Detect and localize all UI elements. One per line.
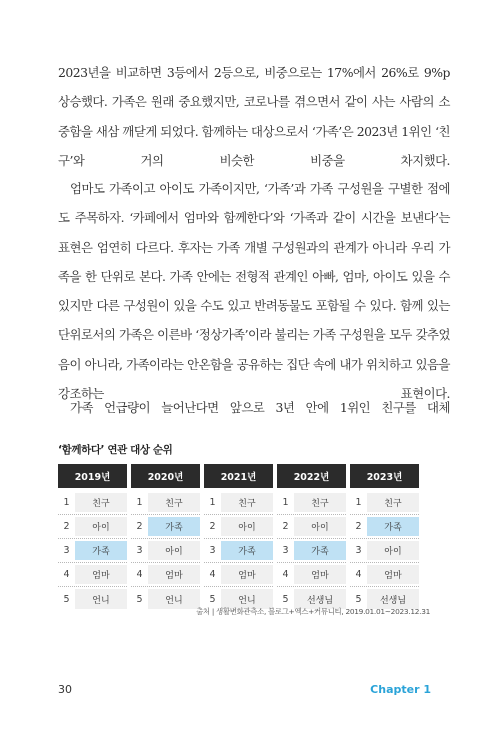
table-row [58, 539, 127, 563]
rank-number: 4 [355, 569, 362, 580]
rank-entry: 아이 [148, 541, 200, 560]
table-row [350, 515, 419, 539]
rank-entry: 언니 [221, 589, 273, 609]
rank-number: 1 [282, 497, 289, 508]
table-column [350, 464, 419, 611]
rank-number: 3 [209, 545, 216, 556]
rank-number: 5 [355, 593, 362, 605]
rank-number: 3 [282, 545, 289, 556]
rank-number: 5 [282, 593, 289, 605]
table-row [204, 539, 273, 563]
body-paragraph-2: 엄마도 가족이고 아이도 가족이지만, ‘가족’과 가족 구성원을 구별한 점에도 주목하자. ‘카페에서 엄마와 함께한다’와 ‘가족과 같이 시간을 보낸다’는 표현은 엄연히 다르다. 후자는 가족 개별 구성원과의 관계가 아니라 우리 가족을 한 단위로 본다. 가족 안에는 전형적 관계인 아빠, 엄마, 아이도 있을 수 있지만 다른 구성원이 있을 수도 있고 반려동물도 포함될 수 있다. 함께 있는 단위로서의 가족은 이른바 ‘정상가족’이라 불리는 가족 구성원을 모두 갖추었음이 아니라, 가족이라는 안온함을 공유하는 집단 속에 내가 위치하고 있음을 강조하는 표현이다. [58, 181, 450, 402]
rank-number: 2 [63, 521, 70, 532]
table-column [58, 464, 127, 611]
table-column [277, 464, 346, 611]
rank-entry: 언니 [75, 589, 127, 609]
column-year-header: 2019년 [58, 464, 127, 488]
rank-entry: 친구 [294, 493, 346, 512]
rank-number: 4 [63, 569, 70, 580]
table-row [277, 539, 346, 563]
rank-number: 2 [136, 521, 143, 532]
rank-number: 1 [355, 497, 362, 508]
table-row [131, 491, 200, 515]
column-year-header: 2020년 [131, 464, 200, 488]
rank-number: 2 [209, 521, 216, 532]
table-row [131, 515, 200, 539]
rank-entry: 친구 [221, 493, 273, 512]
highlighted-entry: 가족 [148, 517, 200, 536]
rank-entry: 아이 [367, 541, 419, 560]
column-year-header: 2022년 [277, 464, 346, 488]
table-row [277, 515, 346, 539]
table-column [131, 464, 200, 611]
table-row [350, 539, 419, 563]
table-row [277, 491, 346, 515]
rank-number: 3 [355, 545, 362, 556]
highlighted-entry: 가족 [75, 541, 127, 560]
rank-number: 3 [136, 545, 143, 556]
rank-number: 1 [209, 497, 216, 508]
rank-number: 2 [282, 521, 289, 532]
page-number: 30 [58, 683, 72, 696]
highlighted-entry: 가족 [294, 541, 346, 560]
table-row [131, 539, 200, 563]
rank-number: 5 [209, 593, 216, 605]
table-row [350, 491, 419, 515]
rank-entry: 선생님 [367, 589, 419, 609]
table-column [204, 464, 273, 611]
rank-entry: 언니 [148, 589, 200, 609]
table-row [131, 587, 200, 611]
table-row [58, 515, 127, 539]
rank-entry: 아이 [221, 517, 273, 536]
table-row [204, 563, 273, 587]
table-row [58, 491, 127, 515]
table-row [277, 563, 346, 587]
chapter-label: Chapter 1 [370, 683, 431, 696]
rank-number: 1 [63, 497, 70, 508]
table-row [350, 563, 419, 587]
column-year-header: 2023년 [350, 464, 419, 488]
highlighted-entry: 가족 [367, 517, 419, 536]
rank-number: 1 [136, 497, 143, 508]
rank-entry: 선생님 [294, 589, 346, 609]
ranking-table [58, 464, 420, 611]
rank-number: 4 [209, 569, 216, 580]
rank-number: 5 [63, 593, 70, 605]
table-source: 출처 | 생활변화관측소, 블로그+엑스+커뮤니티, 2019.01.01~2023.12.31 [196, 607, 430, 616]
table-title: ‘함께하다’ 연관 대상 순위 [58, 444, 173, 456]
table-row [131, 563, 200, 587]
rank-number: 3 [63, 545, 70, 556]
table-row [204, 515, 273, 539]
rank-number: 2 [355, 521, 362, 532]
rank-number: 5 [136, 593, 143, 605]
rank-entry: 친구 [367, 493, 419, 512]
rank-entry: 엄마 [221, 565, 273, 584]
rank-entry: 엄마 [75, 565, 127, 584]
rank-entry: 아이 [75, 517, 127, 536]
rank-entry: 엄마 [148, 565, 200, 584]
table-row [204, 491, 273, 515]
body-paragraph-1: 2023년을 비교하면 3등에서 2등으로, 비중으로는 17%에서 26%로 9%p 상승했다. 가족은 원래 중요했지만, 코로나를 겪으면서 같이 사는 사람의 소중함을 새삼 깨닫게 되었다. 함께하는 대상으로서 ‘가족’은 2023년 1위인 ‘친구’와 거의 비슷한 비중을 차지했다. [58, 65, 450, 168]
rank-entry: 친구 [148, 493, 200, 512]
body-paragraph-3: 가족 언급량이 늘어난다면 앞으로 3년 안에 1위인 친구를 대체 [70, 400, 450, 415]
rank-entry: 엄마 [294, 565, 346, 584]
rank-entry: 아이 [294, 517, 346, 536]
table-row [58, 563, 127, 587]
rank-entry: 친구 [75, 493, 127, 512]
column-year-header: 2021년 [204, 464, 273, 488]
rank-entry: 엄마 [367, 565, 419, 584]
rank-number: 4 [136, 569, 143, 580]
rank-number: 4 [282, 569, 289, 580]
table-row [58, 587, 127, 611]
highlighted-entry: 가족 [221, 541, 273, 560]
